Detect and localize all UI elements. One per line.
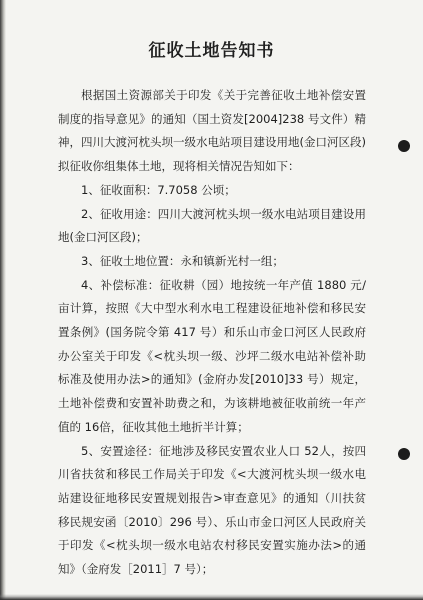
document-body [58,84,366,582]
item-location-paragraph: 3、征收土地位置：永和镇新光村一组； [81,253,284,268]
document-title: 征收土地告知书 [148,41,275,61]
intro-paragraph: 根据国土资源部关于印发《关于完善征收土地补偿安置制度的指导意见》的通知（国土资发[2004]238 号文件）精神，四川大渡河枕头坝一级水电站项目建设用地(金口河区段)拟征收你组集体土地，现将相关情况告知如下： [58,88,366,174]
scan-edge-shadow-left [0,0,6,600]
item-resettlement-paragraph: 5、安置途径：征地涉及移民安置农业人口 52人，按四川省扶贫和移民工作局关于印发《<大渡河枕头坝一级水电站建设征地移民安置规划报告>审查意见》的通知（川扶贫移民规安函〔2010〕296 号）、乐山市金口河区人民政府关于印发《<枕头坝一级水电站农村移民安置实施办法>的通知》（金府发［2011］7 号）； [58,443,366,577]
item-purpose-paragraph: 2、征收用途：四川大渡河枕头坝一级水电站项目建设用地(金口河区段)； [58,206,366,245]
item-compensation-paragraph: 4、补偿标准：征收耕（园）地按统一年产值 1880 元/亩计算，按照《大中型水利水电工程建设征地补偿和移民安置条例》(国务院令第 417 号）和乐山市金口河区人民政府办公室关于印发《<枕头坝一级、沙坪二级水电站补偿补助标准及使用办法>的通知》(金府办发[2010]33 号）规定，土地补偿费和安置补助费之和，为该耕地被征收前统一年产值的 16倍，征收其他土地折半计算； [58,277,366,434]
binding-hole-top [398,140,410,152]
item-area-paragraph: 1、征收面积：7.7058 公顷； [81,182,236,197]
binding-hole-bottom [398,448,410,460]
scan-edge-shadow-bottom [0,594,423,600]
